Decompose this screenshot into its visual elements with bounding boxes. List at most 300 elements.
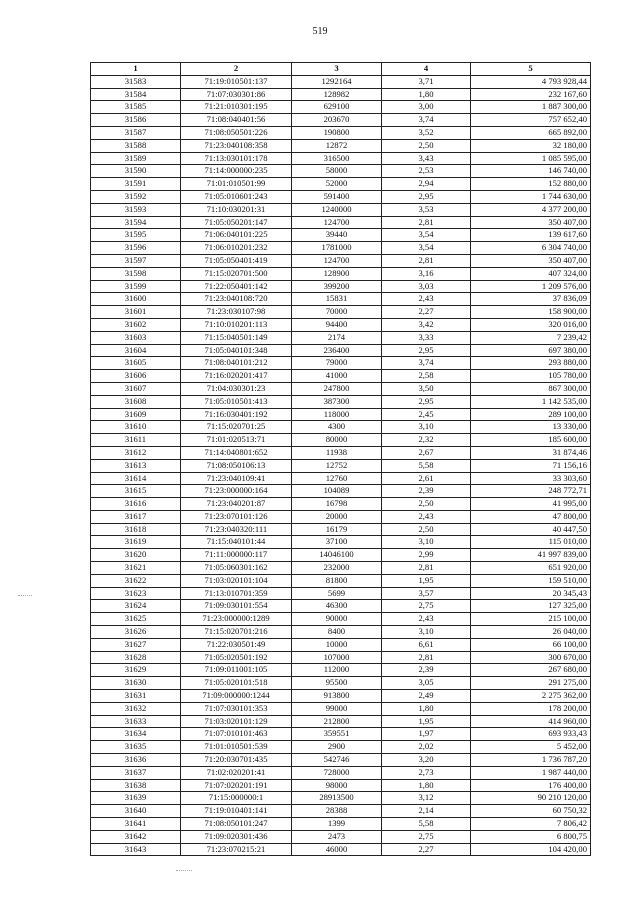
record-number-cell: 31602: [91, 318, 181, 331]
value-cell: 115 010,00: [471, 536, 591, 549]
record-number-cell: 31638: [91, 779, 181, 792]
table-row: [91, 651, 591, 664]
value-cell: 232 167,60: [471, 88, 591, 101]
cadastral-number-cell: 71:05:050201:147: [181, 216, 292, 229]
value-cell: 267 680,00: [471, 664, 591, 677]
area-cell: 104089: [292, 485, 382, 498]
table-row: [91, 408, 591, 421]
table-row: [91, 242, 591, 255]
table-row: [91, 638, 591, 651]
cadastral-number-cell: 71:05:020101:518: [181, 677, 292, 690]
record-number-cell: 31626: [91, 626, 181, 639]
value-cell: 5 452,00: [471, 741, 591, 754]
area-cell: 124700: [292, 216, 382, 229]
record-number-cell: 31633: [91, 715, 181, 728]
record-number-cell: 31603: [91, 331, 181, 344]
rate-cell: 3,10: [382, 626, 471, 639]
value-cell: 757 652,40: [471, 114, 591, 127]
area-cell: 203670: [292, 114, 382, 127]
table-row: [91, 766, 591, 779]
column-header: 2: [181, 63, 292, 76]
area-cell: 90000: [292, 613, 382, 626]
cadastral-number-cell: 71:05:020501:192: [181, 651, 292, 664]
record-number-cell: 31616: [91, 498, 181, 511]
table-row: [91, 549, 591, 562]
area-cell: 52000: [292, 178, 382, 191]
cadastral-number-cell: 71:15:040101:44: [181, 536, 292, 549]
area-cell: 98000: [292, 779, 382, 792]
area-cell: 28913500: [292, 792, 382, 805]
value-cell: 47 800,00: [471, 510, 591, 523]
record-number-cell: 31595: [91, 229, 181, 242]
value-cell: 1 142 535,00: [471, 395, 591, 408]
area-cell: 112000: [292, 664, 382, 677]
rate-cell: 2,61: [382, 472, 471, 485]
cadastral-number-cell: 71:23:070215:21: [181, 843, 292, 856]
cadastral-number-cell: 71:04:030301:23: [181, 382, 292, 395]
table-row: [91, 280, 591, 293]
cadastral-number-cell: 71:01:010501:99: [181, 178, 292, 191]
column-header: 5: [471, 63, 591, 76]
rate-cell: 2,43: [382, 293, 471, 306]
cadastral-number-cell: 71:23:040320:111: [181, 523, 292, 536]
rate-cell: 3,50: [382, 382, 471, 395]
table-row: [91, 677, 591, 690]
margin-mark: [18, 595, 32, 596]
table-row: [91, 306, 591, 319]
table-row: [91, 446, 591, 459]
record-number-cell: 31614: [91, 472, 181, 485]
area-cell: 94400: [292, 318, 382, 331]
value-cell: 146 740,00: [471, 165, 591, 178]
cadastral-number-cell: 71:10:030201:31: [181, 203, 292, 216]
rate-cell: 2,75: [382, 830, 471, 843]
area-cell: 12760: [292, 472, 382, 485]
rate-cell: 2,50: [382, 139, 471, 152]
value-cell: 407 324,00: [471, 267, 591, 280]
area-cell: 1781000: [292, 242, 382, 255]
column-header: 3: [292, 63, 382, 76]
value-cell: 20 345,43: [471, 587, 591, 600]
cadastral-number-cell: 71:01:010501:539: [181, 741, 292, 754]
value-cell: 6 800,75: [471, 830, 591, 843]
table-row: [91, 101, 591, 114]
value-cell: 104 420,00: [471, 843, 591, 856]
rate-cell: 2,39: [382, 664, 471, 677]
rate-cell: 3,16: [382, 267, 471, 280]
rate-cell: 2,32: [382, 434, 471, 447]
area-cell: 212800: [292, 715, 382, 728]
record-number-cell: 31629: [91, 664, 181, 677]
record-number-cell: 31593: [91, 203, 181, 216]
rate-cell: 3,12: [382, 792, 471, 805]
record-number-cell: 31615: [91, 485, 181, 498]
cadastral-number-cell: 71:15:020701:500: [181, 267, 292, 280]
area-cell: 247800: [292, 382, 382, 395]
record-number-cell: 31598: [91, 267, 181, 280]
rate-cell: 6,61: [382, 638, 471, 651]
table-row: [91, 75, 591, 88]
cadastral-number-cell: 71:22:050401:142: [181, 280, 292, 293]
value-cell: 37 836,09: [471, 293, 591, 306]
table-row: [91, 741, 591, 754]
area-cell: 16179: [292, 523, 382, 536]
cadastral-number-cell: 71:23:070101:126: [181, 510, 292, 523]
rate-cell: 2,81: [382, 651, 471, 664]
rate-cell: 3,42: [382, 318, 471, 331]
area-cell: 128982: [292, 88, 382, 101]
area-cell: 39440: [292, 229, 382, 242]
area-cell: 10000: [292, 638, 382, 651]
area-cell: 128900: [292, 267, 382, 280]
cadastral-number-cell: 71:07:010101:463: [181, 728, 292, 741]
cadastral-number-cell: 71:09:020301:436: [181, 830, 292, 843]
area-cell: 5699: [292, 587, 382, 600]
cadastral-number-cell: 71:22:030501:49: [181, 638, 292, 651]
area-cell: 11938: [292, 446, 382, 459]
rate-cell: 2,14: [382, 805, 471, 818]
area-cell: 80000: [292, 434, 382, 447]
record-number-cell: 31587: [91, 126, 181, 139]
rate-cell: 2,39: [382, 485, 471, 498]
value-cell: 13 330,00: [471, 421, 591, 434]
rate-cell: 3,00: [382, 101, 471, 114]
record-number-cell: 31584: [91, 88, 181, 101]
value-cell: 127 325,00: [471, 600, 591, 613]
value-cell: 139 617,60: [471, 229, 591, 242]
value-cell: 291 275,00: [471, 677, 591, 690]
record-number-cell: 31594: [91, 216, 181, 229]
table-row: [91, 382, 591, 395]
area-cell: 2473: [292, 830, 382, 843]
value-cell: 248 772,71: [471, 485, 591, 498]
cadastral-number-cell: 71:06:010201:232: [181, 242, 292, 255]
record-number-cell: 31620: [91, 549, 181, 562]
rate-cell: 3,10: [382, 421, 471, 434]
table-row: [91, 229, 591, 242]
area-cell: 118000: [292, 408, 382, 421]
value-cell: 289 100,00: [471, 408, 591, 421]
rate-cell: 1,80: [382, 779, 471, 792]
area-cell: 2174: [292, 331, 382, 344]
record-number-cell: 31608: [91, 395, 181, 408]
value-cell: 1 736 787,20: [471, 754, 591, 767]
record-number-cell: 31589: [91, 152, 181, 165]
rate-cell: 2,27: [382, 306, 471, 319]
table-row: [91, 267, 591, 280]
area-cell: 399200: [292, 280, 382, 293]
area-cell: 81800: [292, 574, 382, 587]
cadastral-number-cell: 71:23:040201:87: [181, 498, 292, 511]
area-cell: 15831: [292, 293, 382, 306]
record-number-cell: 31609: [91, 408, 181, 421]
value-cell: 350 407,00: [471, 216, 591, 229]
table-row: [91, 664, 591, 677]
table-row: [91, 293, 591, 306]
area-cell: 1399: [292, 818, 382, 831]
record-number-cell: 31610: [91, 421, 181, 434]
cadastral-number-cell: 71:23:040109:41: [181, 472, 292, 485]
area-cell: 41000: [292, 370, 382, 383]
value-cell: 320 016,00: [471, 318, 591, 331]
cadastral-number-cell: 71:13:010701:359: [181, 587, 292, 600]
cadastral-number-cell: 71:23:000000:1289: [181, 613, 292, 626]
area-cell: 316500: [292, 152, 382, 165]
table-row: [91, 165, 591, 178]
cadastral-number-cell: 71:08:050101:247: [181, 818, 292, 831]
value-cell: 1 744 630,00: [471, 190, 591, 203]
value-cell: 7 239,42: [471, 331, 591, 344]
value-cell: 159 510,00: [471, 574, 591, 587]
cadastral-number-cell: 71:05:010601:243: [181, 190, 292, 203]
table-row: [91, 254, 591, 267]
table-row: [91, 126, 591, 139]
table-row: [91, 498, 591, 511]
value-cell: 1 887 300,00: [471, 101, 591, 114]
table-row: [91, 203, 591, 216]
cadastral-number-cell: 71:03:020101:129: [181, 715, 292, 728]
cadastral-number-cell: 71:09:011001:105: [181, 664, 292, 677]
value-cell: 90 210 120,00: [471, 792, 591, 805]
value-cell: 7 806,42: [471, 818, 591, 831]
rate-cell: 3,54: [382, 229, 471, 242]
value-cell: 1 987 440,00: [471, 766, 591, 779]
rate-cell: 2,53: [382, 165, 471, 178]
area-cell: 2900: [292, 741, 382, 754]
area-cell: 232000: [292, 562, 382, 575]
rate-cell: 2,43: [382, 613, 471, 626]
value-cell: 105 780,00: [471, 370, 591, 383]
record-number-cell: 31601: [91, 306, 181, 319]
record-number-cell: 31600: [91, 293, 181, 306]
record-number-cell: 31637: [91, 766, 181, 779]
column-header: 1: [91, 63, 181, 76]
area-cell: 629100: [292, 101, 382, 114]
rate-cell: 1,80: [382, 88, 471, 101]
record-number-cell: 31642: [91, 830, 181, 843]
table-row: [91, 357, 591, 370]
cadastral-number-cell: 71:08:050501:226: [181, 126, 292, 139]
rate-cell: 3,52: [382, 126, 471, 139]
table-row: [91, 434, 591, 447]
record-number-cell: 31606: [91, 370, 181, 383]
area-cell: 913800: [292, 690, 382, 703]
value-cell: 4 377 200,00: [471, 203, 591, 216]
value-cell: 693 933,43: [471, 728, 591, 741]
record-number-cell: 31635: [91, 741, 181, 754]
table-row: [91, 843, 591, 856]
cadastral-number-cell: 71:05:060301:162: [181, 562, 292, 575]
value-cell: 215 100,00: [471, 613, 591, 626]
record-number-cell: 31632: [91, 702, 181, 715]
cadastral-number-cell: 71:23:000000:164: [181, 485, 292, 498]
area-cell: 8400: [292, 626, 382, 639]
rate-cell: 5,58: [382, 818, 471, 831]
rate-cell: 2,94: [382, 178, 471, 191]
table-row: [91, 715, 591, 728]
value-cell: 32 180,00: [471, 139, 591, 152]
table-row: [91, 344, 591, 357]
table-row: [91, 523, 591, 536]
cadastral-number-cell: 71:07:020201:191: [181, 779, 292, 792]
cadastral-number-cell: 71:08:040101:212: [181, 357, 292, 370]
table-row: [91, 690, 591, 703]
rate-cell: 2,45: [382, 408, 471, 421]
area-cell: 1292164: [292, 75, 382, 88]
cadastral-number-cell: 71:16:020201:417: [181, 370, 292, 383]
cadastral-number-cell: 71:13:030101:178: [181, 152, 292, 165]
rate-cell: 2,02: [382, 741, 471, 754]
rate-cell: 2,50: [382, 498, 471, 511]
cadastral-number-cell: 71:01:020513:71: [181, 434, 292, 447]
record-number-cell: 31625: [91, 613, 181, 626]
table-body: [91, 75, 591, 856]
rate-cell: 3,20: [382, 754, 471, 767]
cadastral-number-cell: 71:19:010501:137: [181, 75, 292, 88]
area-cell: 359551: [292, 728, 382, 741]
record-number-cell: 31612: [91, 446, 181, 459]
rate-cell: 2,50: [382, 523, 471, 536]
record-number-cell: 31617: [91, 510, 181, 523]
record-number-cell: 31586: [91, 114, 181, 127]
cadastral-number-cell: 71:16:030401:192: [181, 408, 292, 421]
record-number-cell: 31628: [91, 651, 181, 664]
area-cell: 46000: [292, 843, 382, 856]
record-number-cell: 31634: [91, 728, 181, 741]
record-number-cell: 31624: [91, 600, 181, 613]
cadastral-number-cell: 71:11:000000:117: [181, 549, 292, 562]
area-cell: 14046100: [292, 549, 382, 562]
cadastral-number-cell: 71:23:040108:720: [181, 293, 292, 306]
table-row: [91, 600, 591, 613]
rate-cell: 2,99: [382, 549, 471, 562]
rate-cell: 2,95: [382, 395, 471, 408]
area-cell: 12752: [292, 459, 382, 472]
cadastral-number-cell: 71:14:040801:652: [181, 446, 292, 459]
rate-cell: 3,74: [382, 357, 471, 370]
value-cell: 867 300,00: [471, 382, 591, 395]
rate-cell: 2,49: [382, 690, 471, 703]
value-cell: 350 407,00: [471, 254, 591, 267]
cadastral-number-cell: 71:07:030301:86: [181, 88, 292, 101]
column-header: 4: [382, 63, 471, 76]
cadastral-number-cell: 71:23:030107:98: [181, 306, 292, 319]
area-cell: 79000: [292, 357, 382, 370]
record-number-cell: 31607: [91, 382, 181, 395]
area-cell: 46300: [292, 600, 382, 613]
area-cell: 95500: [292, 677, 382, 690]
area-cell: 387300: [292, 395, 382, 408]
value-cell: 651 920,00: [471, 562, 591, 575]
rate-cell: 2,81: [382, 216, 471, 229]
table-row: [91, 472, 591, 485]
record-number-cell: 31627: [91, 638, 181, 651]
record-number-cell: 31591: [91, 178, 181, 191]
table-row: [91, 318, 591, 331]
rate-cell: 1,95: [382, 715, 471, 728]
rate-cell: 1,80: [382, 702, 471, 715]
area-cell: 1240000: [292, 203, 382, 216]
table-row: [91, 574, 591, 587]
rate-cell: 3,53: [382, 203, 471, 216]
rate-cell: 3,05: [382, 677, 471, 690]
cadastral-number-cell: 71:09:030101:554: [181, 600, 292, 613]
rate-cell: 2,81: [382, 254, 471, 267]
value-cell: 4 793 928,44: [471, 75, 591, 88]
value-cell: 176 400,00: [471, 779, 591, 792]
page-number: 519: [312, 26, 328, 37]
value-cell: 300 670,00: [471, 651, 591, 664]
value-cell: 60 750,32: [471, 805, 591, 818]
table-row: [91, 830, 591, 843]
record-number-cell: 31611: [91, 434, 181, 447]
record-number-cell: 31619: [91, 536, 181, 549]
cadastral-number-cell: 71:08:040401:56: [181, 114, 292, 127]
area-cell: 4300: [292, 421, 382, 434]
table-row: [91, 510, 591, 523]
value-cell: 414 960,00: [471, 715, 591, 728]
table-row: [91, 626, 591, 639]
cadastral-number-cell: 71:15:000000:1: [181, 792, 292, 805]
cadastral-number-cell: 71:14:000000:235: [181, 165, 292, 178]
value-cell: 178 200,00: [471, 702, 591, 715]
cadastral-number-cell: 71:09:000000:1244: [181, 690, 292, 703]
area-cell: 190800: [292, 126, 382, 139]
record-number-cell: 31640: [91, 805, 181, 818]
value-cell: 31 874,46: [471, 446, 591, 459]
rate-cell: 3,57: [382, 587, 471, 600]
cadastral-number-cell: 71:23:040108:358: [181, 139, 292, 152]
table-header-row: [91, 63, 591, 76]
table-row: [91, 459, 591, 472]
rate-cell: 1,97: [382, 728, 471, 741]
value-cell: 33 303,60: [471, 472, 591, 485]
rate-cell: 2,67: [382, 446, 471, 459]
table-row: [91, 728, 591, 741]
record-number-cell: 31588: [91, 139, 181, 152]
cadastral-number-cell: 71:15:020701:25: [181, 421, 292, 434]
table-row: [91, 139, 591, 152]
cadastral-number-cell: 71:10:010201:113: [181, 318, 292, 331]
cadastral-number-cell: 71:19:010401:141: [181, 805, 292, 818]
rate-cell: 2,58: [382, 370, 471, 383]
cadastral-number-cell: 71:08:050106:13: [181, 459, 292, 472]
rate-cell: 3,43: [382, 152, 471, 165]
table-row: [91, 613, 591, 626]
table-row: [91, 421, 591, 434]
value-cell: 152 880,00: [471, 178, 591, 191]
record-number-cell: 31622: [91, 574, 181, 587]
rate-cell: 2,75: [382, 600, 471, 613]
table-row: [91, 536, 591, 549]
cadastral-number-cell: 71:07:030101:353: [181, 702, 292, 715]
area-cell: 12872: [292, 139, 382, 152]
table-row: [91, 779, 591, 792]
value-cell: 158 900,00: [471, 306, 591, 319]
record-number-cell: 31636: [91, 754, 181, 767]
table-row: [91, 395, 591, 408]
record-number-cell: 31590: [91, 165, 181, 178]
area-cell: 124700: [292, 254, 382, 267]
rate-cell: 1,95: [382, 574, 471, 587]
value-cell: 665 892,00: [471, 126, 591, 139]
record-number-cell: 31618: [91, 523, 181, 536]
record-number-cell: 31604: [91, 344, 181, 357]
area-cell: 20000: [292, 510, 382, 523]
table-row: [91, 562, 591, 575]
cadastral-number-cell: 71:03:020101:104: [181, 574, 292, 587]
table-row: [91, 370, 591, 383]
